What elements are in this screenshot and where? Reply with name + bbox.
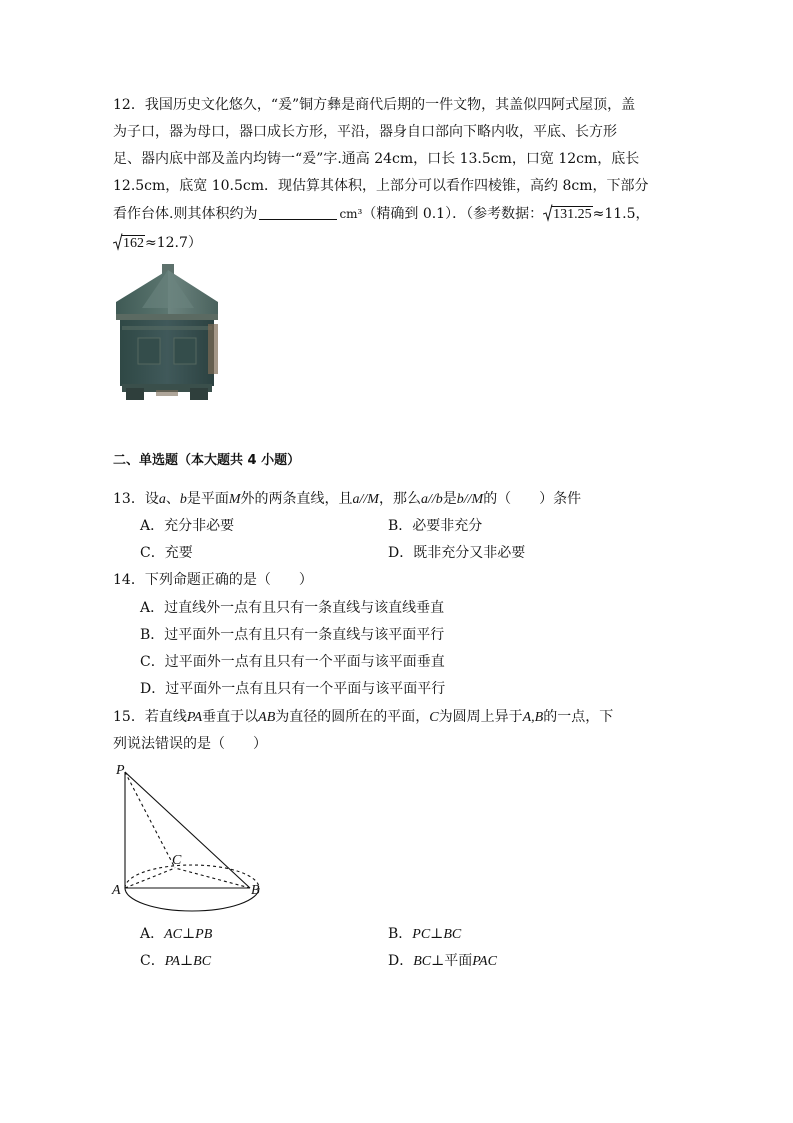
q15-stem-line-2: 列说法错误的是（ ）: [113, 736, 267, 752]
segment-pc: [125, 772, 175, 868]
q13-option-a[interactable]: A．充分非必要: [140, 518, 235, 534]
q12-line-2: 为子口，器为母口，器口成长方形，平沿，器身自口部向下略内收，平底、长方形: [113, 124, 617, 140]
q13-option-d[interactable]: D．既非充分又非必要: [388, 545, 526, 561]
segment-pb: [125, 772, 250, 888]
q14-option-a[interactable]: A．过直线外一点有且只有一条直线与该直线垂直: [140, 600, 445, 616]
label-b: B: [251, 883, 260, 898]
q14-option-c[interactable]: C．过平面外一点有且只有一个平面与该平面垂直: [140, 654, 445, 670]
circle-back-arc: [125, 865, 259, 888]
q12-line-1: 12．我国历史文化悠久，“爰”铜方彝是商代后期的一件文物，其盖似四阿式屋顶，盖: [113, 97, 636, 113]
label-p: P: [116, 763, 125, 778]
section-heading: 二、单选题（本大题共 4 小题）: [113, 453, 301, 468]
radical-sign-icon: [113, 233, 123, 251]
q15-stem-line-1: 15．若直线PA垂直于以AB为直径的圆所在的平面，C为圆周上异于A,B的一点，下: [113, 709, 614, 725]
sqrt-131-25: 131.25: [543, 204, 593, 224]
q12-line-5: 看作台体.则其体积约为 cm³（精确到 0.1）．（参考数据： 131.25≈11.5，: [113, 206, 650, 222]
label-c: C: [172, 853, 182, 868]
unit-cm3: cm³: [339, 207, 363, 221]
q15-option-d[interactable]: D．BC⊥平面PAC: [388, 953, 497, 969]
circle-front-arc: [125, 888, 259, 911]
q13-option-b[interactable]: B．必要非充分: [388, 518, 483, 534]
q14-option-d[interactable]: D．过平面外一点有且只有一个平面与该平面平行: [140, 681, 446, 697]
q12-line-6: 162≈12.7）: [113, 233, 202, 253]
q14-option-b[interactable]: B．过平面外一点有且只有一条直线与该平面平行: [140, 627, 445, 643]
q14-stem: 14．下列命题正确的是（ ）: [113, 572, 313, 588]
q12-number: 12．: [113, 97, 145, 113]
q15-option-a[interactable]: A．AC⊥PB: [140, 926, 213, 942]
bronze-vessel-image: [112, 262, 222, 402]
q12-line-3: 足、器内底中部及盖内均铸一“爰”字.通高 24cm，口长 13.5cm，口宽 12cm，底长: [113, 151, 640, 167]
q12-line-4: 12.5cm，底宽 10.5cm．现估算其体积，上部分可以看作四棱锥，高约 8cm，下部分: [113, 178, 649, 194]
q15-option-c[interactable]: C．PA⊥BC: [140, 953, 212, 969]
sqrt-162: 162: [113, 233, 145, 253]
q13-option-c[interactable]: C．充要: [140, 545, 193, 561]
label-a: A: [112, 883, 121, 898]
answer-blank[interactable]: [259, 205, 337, 220]
geometry-figure: [110, 758, 270, 918]
q13-stem: 13．设a、b是平面M外的两条直线，且a//M，那么a//b是b//M的（ ）条件: [113, 491, 582, 507]
q15-option-b[interactable]: B．PC⊥BC: [388, 926, 462, 942]
radical-sign-icon: [543, 204, 553, 222]
